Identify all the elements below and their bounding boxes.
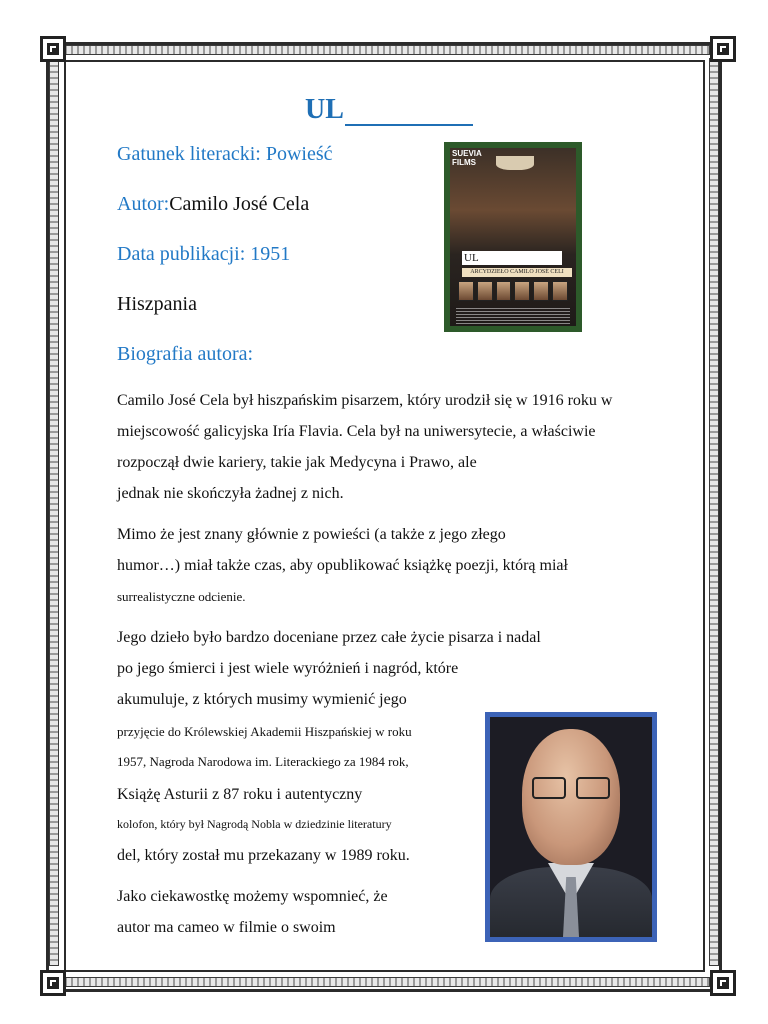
paragraph-line: Jego dzieło było bardzo doceniane przez całe życie pisarza i nadal [117,629,541,646]
paragraph-line: 1957, Nagroda Narodowa im. Literackiego za 1984 rok, [117,754,409,769]
cast-photo [552,281,568,301]
cast-photo [496,281,512,301]
author-portrait [485,712,657,942]
paragraph-line: jednak nie skończyła żadnej z nich. [117,485,344,502]
cast-photo [533,281,549,301]
paragraph-line: kolofon, który był Nagrodą Nobla w dziedzinie literatury [117,817,392,831]
paragraph-line: surrealistyczne odcienie. [117,589,246,604]
paragraph-line: po jego śmierci i jest wiele wyróżnień i nagród, które [117,660,459,677]
author-name: Camilo José Cela [169,193,310,215]
cast-photo [477,281,493,301]
poster-brand: SUEVIA FILMS [452,149,482,167]
frame-border-top [58,45,710,55]
poster-credits [456,308,570,324]
genre-line: Gatunek literacki: Powieść [117,143,333,165]
title-underline [345,124,473,126]
paragraph-line: rozpoczął dwie kariery, takie jak Medycyna i Prawo, ale [117,454,477,471]
poster-title: UL [462,251,562,265]
poster-subtitle: ARCYDZIEŁO CAMILO JOSÉ CELI [462,268,572,277]
portrait-glasses [532,777,612,799]
author-label: Autor: [117,193,170,215]
cast-photo [458,281,474,301]
paragraph-line: humor…) miał także czas, aby opublikować książkę poezji, którą miał [117,557,568,574]
paragraph-line: przyjęcie do Królewskiej Akademii Hiszpańskiej w roku [117,724,412,739]
paragraph-line: Mimo że jest znany głównie z powieści (a także z jego złego [117,526,506,543]
author-line [117,193,309,216]
frame-corner-ornament [710,970,736,996]
publication-line: Data publikacji: 1951 [117,243,291,265]
cast-photo [514,281,530,301]
movie-poster [444,142,582,332]
poster-cast-row [458,281,568,301]
paragraph-line: Camilo José Cela był hiszpańskim pisarzem, który urodził się w 1916 roku w [117,392,613,409]
poster-lamp [496,156,534,170]
paragraph-line: akumuluje, z których musimy wymienić jego [117,691,407,708]
frame-corner-ornament [40,36,66,62]
country-line: Hiszpania [117,293,197,315]
page-title: UL [305,94,344,125]
frame-border-right [709,58,719,966]
paragraph-line: autor ma cameo w filmie o swoim [117,919,336,936]
frame-corner-ornament [40,970,66,996]
paragraph-line: Książę Asturii z 87 roku i autentyczny [117,786,363,803]
paragraph-line: del, który został mu przekazany w 1989 roku. [117,847,410,864]
paragraph-line: miejscowość galicyjska Iría Flavia. Cela był na uniwersytecie, a właściwie [117,423,596,440]
frame-border-bottom [58,977,710,987]
biography-heading: Biografia autora: [117,343,254,365]
portrait-image [490,717,652,937]
frame-border-left [49,58,59,966]
paragraph-line: Jako ciekawostkę możemy wspomnieć, że [117,888,388,905]
poster-image [450,148,576,326]
frame-corner-ornament [710,36,736,62]
